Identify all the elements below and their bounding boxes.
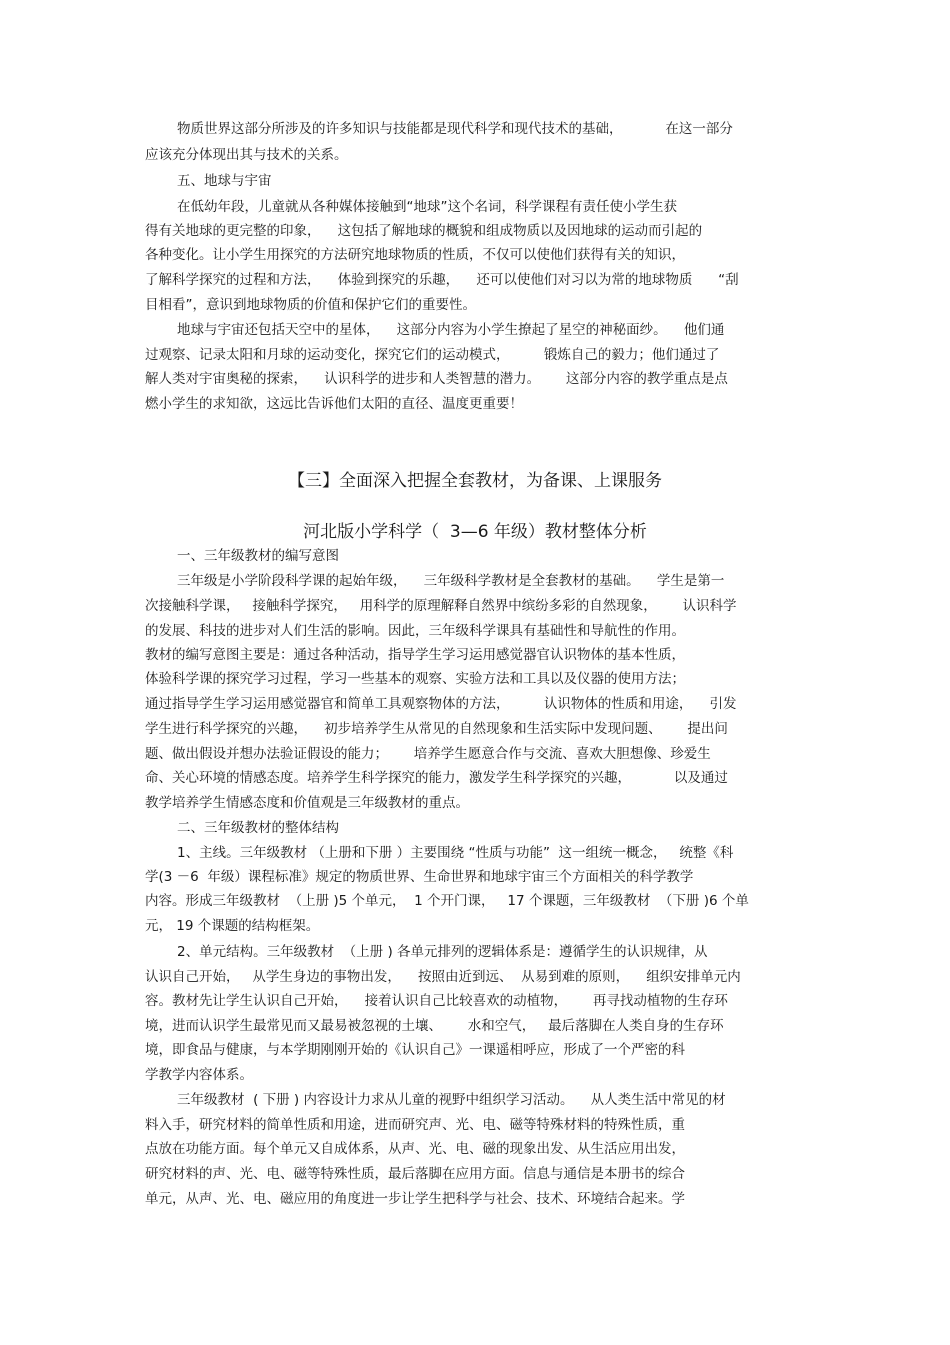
text-line: 物质世界这部分所涉及的许多知识与技能都是现代科学和现代技术的基础， 在这一部分 <box>177 121 733 137</box>
text-line: 教学培养学生情感态度和价值观是三年级教材的重点。 <box>145 795 469 811</box>
text-line: 单元，从声、光、电、磁应用的角度进一步让学生把科学与社会、技术、环境结合起来。学 <box>145 1191 685 1207</box>
text-line: 学生进行科学探究的兴趣， 初步培养学生从常见的自然现象和生活实际中发现问题、 提出问 <box>145 721 728 737</box>
text-line: 境，即食品与健康，与本学期刚刚开始的《认识自己》一课遥相呼应，形成了一个严密的科 <box>145 1042 685 1058</box>
text-line: 体验科学课的探究学习过程，学习一些基本的观察、实验方法和工具以及仪器的使用方法； <box>145 671 685 687</box>
subheading: 一、三年级教材的编写意图 <box>177 548 339 564</box>
text-line: 2、单元结构。三年级教材 （上册 ) 各单元排列的逻辑体系是：遵循学生的认识规律，从 <box>177 944 708 960</box>
text-line: 点放在功能方面。每个单元又自成体系，从声、光、电、磁的现象出发、从生活应用出发， <box>145 1141 685 1157</box>
text-line: 在低幼年段，儿童就从各种媒体接触到“地球”这个名词，科学课程有责任使小学生获 <box>177 199 677 215</box>
text-line: 认识自己开始， 从学生身边的事物出发， 按照由近到远、 从易到难的原则， 组织安排单元内 <box>145 969 741 985</box>
subheading: 二、三年级教材的整体结构 <box>177 820 339 836</box>
text-line: 1、主线。三年级教材 （上册和下册 ）主要围绕 “性质与功能” 这一组统一概念， 统整《科 <box>177 845 734 861</box>
text-line: 各种变化。让小学生用探究的方法研究地球物质的性质，不仅可以使他们获得有关的知识， <box>145 247 685 263</box>
document-title: 河北版小学科学（ 3—6 年级）教材整体分析 <box>303 522 647 542</box>
text-line: 学教学内容体系。 <box>145 1067 253 1083</box>
text-line: 题、做出假设并想办法验证假设的能力； 培养学生愿意合作与交流、喜欢大胆想像、珍爱生 <box>145 746 711 762</box>
text-line: 解人类对宇宙奥秘的探索， 认识科学的进步和人类智慧的潜力。 这部分内容的教学重点是点 <box>145 371 728 387</box>
text-line: 元， 19 个课题的结构框架。 <box>145 918 320 934</box>
text-line: 的发展、科技的进步对人们生活的影响。因此，三年级科学课具有基础性和导航性的作用。 <box>145 623 685 639</box>
text-line: 三年级是小学阶段科学课的起始年级， 三年级科学教材是全套教材的基础。 学生是第一 <box>177 573 725 589</box>
section-heading: 【三】全面深入把握全套教材，为备课、上课服务 <box>288 471 662 491</box>
text-line: 地球与宇宙还包括天空中的星体， 这部分内容为小学生撩起了星空的神秘面纱。 他们通 <box>177 322 725 338</box>
text-line: 研究材料的声、光、电、磁等特殊性质，最后落脚在应用方面。信息与通信是本册书的综合 <box>145 1166 685 1182</box>
text-line: 过观察、记录太阳和月球的运动变化，探究它们的运动模式， 锻炼自己的毅力；他们通过了 <box>145 347 720 363</box>
text-line: 料入手，研究材料的简单性质和用途，进而研究声、光、电、磁等特殊材料的特殊性质，重 <box>145 1117 685 1133</box>
subheading: 五、地球与宇宙 <box>177 173 272 189</box>
text-line: 得有关地球的更完整的印象， 这包括了解地球的概貌和组成物质以及因地球的运动而引起的 <box>145 223 703 239</box>
text-line: 通过指导学生学习运用感觉器官和简单工具观察物体的方法， 认识物体的性质和用途， 引发 <box>145 696 737 712</box>
text-line: 次接触科学课， 接触科学探究， 用科学的原理解释自然界中缤纷多彩的自然现象， 认识科学 <box>145 598 737 614</box>
text-line: 命、关心环境的情感态度。培养学生科学探究的能力，激发学生科学探究的兴趣， 以及通过 <box>145 770 728 786</box>
text-line: 容。教材先让学生认识自己开始， 接着认识自己比较喜欢的动植物， 再寻找动植物的生存环 <box>145 993 728 1009</box>
text-line: 内容。形成三年级教材 （上册 )5 个单元， 1 个开门课， 17 个课题，三年级教材 （下册 )6 个单 <box>145 893 749 909</box>
text-line: 境，进而认识学生最常见而又最易被忽视的土壤、 水和空气， 最后落脚在人类自身的生存环 <box>145 1018 724 1034</box>
text-line: 教材的编写意图主要是：通过各种活动，指导学生学习运用感觉器官认识物体的基本性质， <box>145 647 685 663</box>
text-line: 三年级教材 ( 下册 ) 内容设计力求从儿童的视野中组织学习活动。 从人类生活中常见的材 <box>177 1092 726 1108</box>
text-line: 目相看”，意识到地球物质的价值和保护它们的重要性。 <box>145 297 476 313</box>
text-line: 了解科学探究的过程和方法， 体验到探究的乐趣， 还可以使他们对习以为常的地球物质 “刮 <box>145 272 739 288</box>
text-line: 学(3 －6 年级）课程标准》规定的物质世界、生命世界和地球宇宙三个方面相关的科学教学 <box>145 869 694 885</box>
text-line: 应该充分体现出其与技术的关系。 <box>145 147 348 163</box>
text-line: 燃小学生的求知欲，这远比告诉他们太阳的直径、温度更重要！ <box>145 396 523 412</box>
